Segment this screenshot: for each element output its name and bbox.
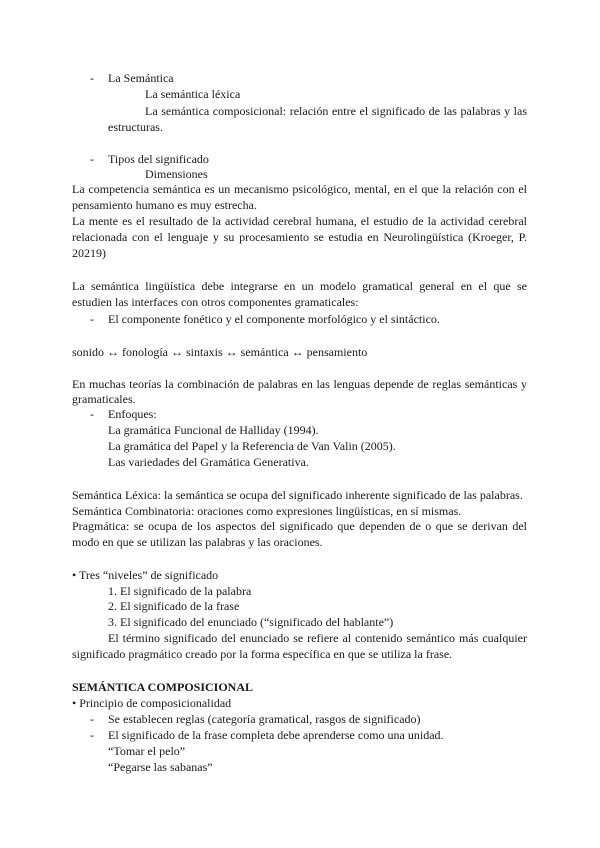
paragraph-line: La semántica lingüística debe integrarse en un modelo gramatical general en el que se [72, 279, 527, 293]
list-dash: - [90, 728, 94, 742]
list-item-reglas: Se establecen reglas (categoría gramatical, rasgos de significado) [108, 712, 421, 726]
level-item: 2. El significado de la frase [108, 599, 240, 613]
principle-title: • Principio de composicionalidad [72, 696, 232, 710]
paragraph-line: 20219) [72, 246, 106, 260]
section-heading: SEMÁNTICA COMPOSICIONAL [72, 680, 254, 694]
list-dash: - [90, 712, 94, 726]
level-item: 3. El significado del enunciado (“significado del hablante”) [108, 615, 394, 629]
sub-item-semantica-composicional: La semántica composicional: relación entre el significado de las palabras y las [145, 104, 527, 118]
paragraph-line: relacionada con el lenguaje y su procesamiento se estudia en Neurolingüística (Kroeger, P. [72, 230, 527, 244]
approach-item: Las variedades del Gramática Generativa. [108, 455, 309, 469]
paragraph-line: El término significado del enunciado se refiere al contenido semántico más cualquier [108, 631, 527, 645]
paragraph-line: En muchas teorías la combinación de palabras en las lenguas depende de reglas semánticas y [72, 377, 527, 391]
paragraph-line: pensamiento humano es muy estrecha. [72, 198, 257, 212]
definition-line: Semántica Léxica: la semántica se ocupa del significado inherente significado de las palabras. [72, 488, 523, 502]
paragraph-line: gramaticales. [72, 392, 136, 406]
list-item-la-semantica: La Semántica [108, 71, 174, 85]
list-item-enfoques: Enfoques: [108, 407, 157, 421]
definition-line: Pragmática: se ocupa de los aspectos del significado que dependen de o que se derivan del [72, 519, 527, 533]
approach-item: La gramática Funcional de Halliday (1994). [108, 423, 319, 437]
definition-line: Semántica Combinatoria: oraciones como expresiones lingüísticas, en sí mismas. [72, 504, 462, 518]
sub-item-semantica-lexica: La semántica léxica [145, 87, 241, 101]
paragraph-line: estudien las interfaces con otros componentes gramaticales: [72, 295, 359, 309]
paragraph-line: La mente es el resultado de la actividad cerebral humana, el estudio de la actividad cerebral [72, 214, 527, 228]
level-item: 1. El significado de la palabra [108, 584, 252, 598]
approach-item: La gramática del Papel y la Referencia de Van Valin (2005). [108, 439, 396, 453]
paragraph-line: La competencia semántica es un mecanismo psicológico, mental, en el que la relación con el [72, 182, 527, 196]
list-item-tipos-significado: Tipos del significado [108, 152, 209, 166]
paragraph-line: significado pragmático creado por la forma específica en que se utiliza la frase. [72, 647, 453, 661]
list-dash: - [90, 312, 94, 326]
levels-title: • Tres “niveles” de significado [72, 568, 219, 582]
list-item-componentes: El componente fonético y el componente morfológico y el sintáctico. [108, 312, 440, 326]
sub-item-continuation: estructuras. [108, 120, 163, 134]
sub-item-dimensiones: Dimensiones [145, 167, 208, 181]
example-phrase: “Tomar el pelo” [108, 744, 186, 758]
definition-line: modo en que se utilizan las palabras y las oraciones. [72, 535, 323, 549]
list-dash: - [90, 71, 94, 85]
linguistic-chain: sonido ↔ fonología ↔ sintaxis ↔ semántica ↔ pensamiento [72, 345, 368, 359]
list-dash: - [90, 152, 94, 166]
example-phrase: “Pegarse las sabanas” [108, 760, 213, 774]
list-item-frase-completa: El significado de la frase completa debe aprenderse como una unidad. [108, 728, 444, 742]
list-dash: - [90, 407, 94, 421]
